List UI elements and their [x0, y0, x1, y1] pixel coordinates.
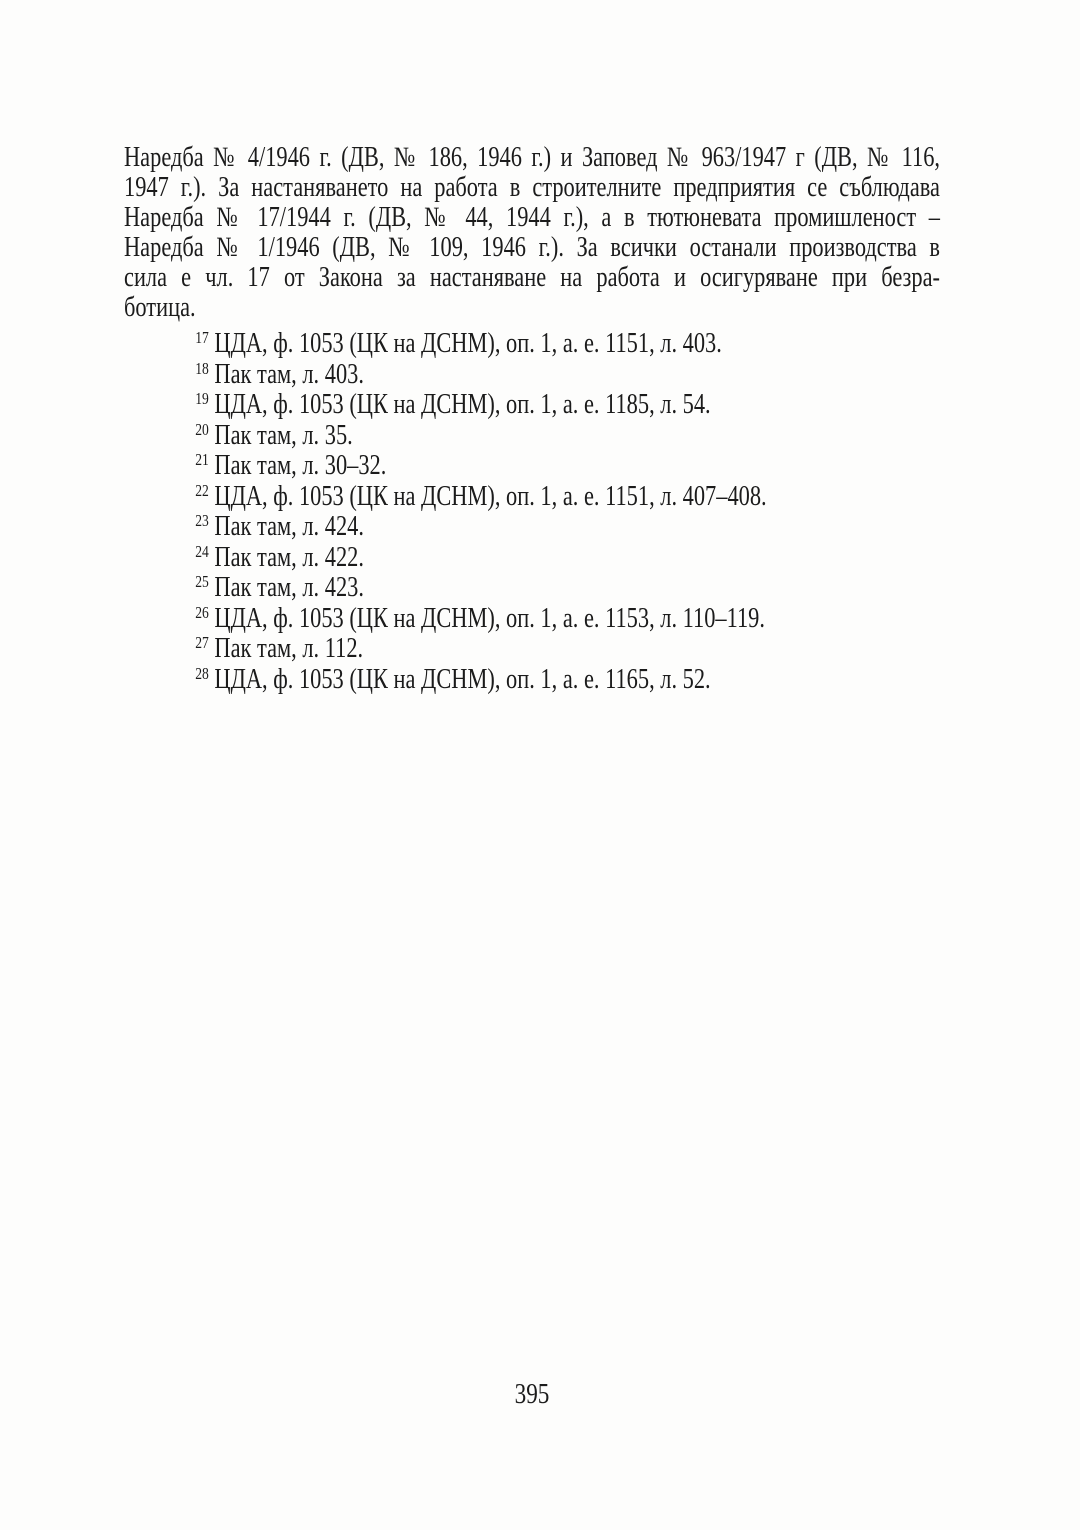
footnote-item [124, 543, 940, 574]
footnote-number: 21 [195, 450, 209, 469]
footnote-text: ЦДА, ф. 1053 (ЦК на ДСНМ), оп. 1, а. е. 1151, л. 403. [208, 328, 722, 359]
footnote-item [124, 360, 940, 391]
footnote-text: Пак там, л. 423. [208, 572, 364, 603]
footnote-number: 28 [195, 663, 209, 683]
footnote-text: ЦДА, ф. 1053 (ЦК на ДСНМ), оп. 1, а. е. 1153, л. 110–119. [208, 602, 765, 634]
footnote-number: 22 [195, 480, 209, 500]
footnote-number: 19 [195, 389, 209, 408]
footnote-item [124, 634, 940, 665]
footnote-text: Пак там, л. 35. [208, 419, 353, 451]
footnote-item [124, 451, 940, 482]
footnote-text: ЦДА, ф. 1053 (ЦК на ДСНМ), оп. 1, а. е. 1185, л. 54. [208, 389, 711, 420]
body-paragraph [124, 143, 940, 323]
footnote-number: 17 [195, 328, 209, 347]
footnote-text: Пак там, л. 422. [208, 541, 364, 573]
footnote-item [124, 421, 940, 452]
paragraph-line: 1947 г.). За настаняването на работа в строителните предприятия се съблюдава [124, 172, 940, 203]
footnote-item [124, 573, 940, 604]
footnote-item [124, 512, 940, 543]
footnote-text: Пак там, л. 30–32. [208, 450, 387, 481]
paragraph-line: ботица. [124, 292, 196, 323]
footnote-text: Пак там, л. 424. [208, 511, 364, 542]
footnote-number: 20 [195, 419, 209, 439]
footnote-item [124, 390, 940, 421]
footnote-number: 26 [195, 602, 209, 622]
footnote-number: 25 [195, 572, 209, 591]
footnote-text: ЦДА, ф. 1053 (ЦК на ДСНМ), оп. 1, а. е. 1165, л. 52. [208, 663, 711, 695]
footnote-number: 24 [195, 541, 209, 561]
footnote-number: 18 [195, 358, 209, 378]
footnote-item [124, 604, 940, 635]
paragraph-line: сила е чл. 17 от Закона за настаняване на работа и осигуряване при безра- [124, 262, 940, 293]
text-block [124, 143, 940, 1530]
footnote-item [124, 665, 940, 696]
footnote-text: Пак там, л. 403. [208, 358, 364, 390]
footnote-text: ЦДА, ф. 1053 (ЦК на ДСНМ), оп. 1, а. е. 1151, л. 407–408. [208, 480, 767, 512]
footnote-number: 23 [195, 511, 209, 530]
paragraph-line: Наредба № 4/1946 г. (ДВ, № 186, 1946 г.) и Заповед № 963/1947 г (ДВ, № 116, [124, 142, 940, 173]
footnote-item [124, 482, 940, 513]
footnote-item [124, 329, 940, 360]
footnotes-list [124, 329, 940, 695]
footnote-number: 27 [195, 633, 209, 652]
paragraph-line: Наредба № 17/1944 г. (ДВ, № 44, 1944 г.), а в тютюневата промишленост – [124, 202, 940, 233]
paragraph-line: Наредба № 1/1946 (ДВ, № 109, 1946 г.). За всички останали производства в [124, 232, 940, 263]
page-number: 395 [514, 1378, 550, 1410]
footnote-text: Пак там, л. 112. [208, 633, 364, 664]
